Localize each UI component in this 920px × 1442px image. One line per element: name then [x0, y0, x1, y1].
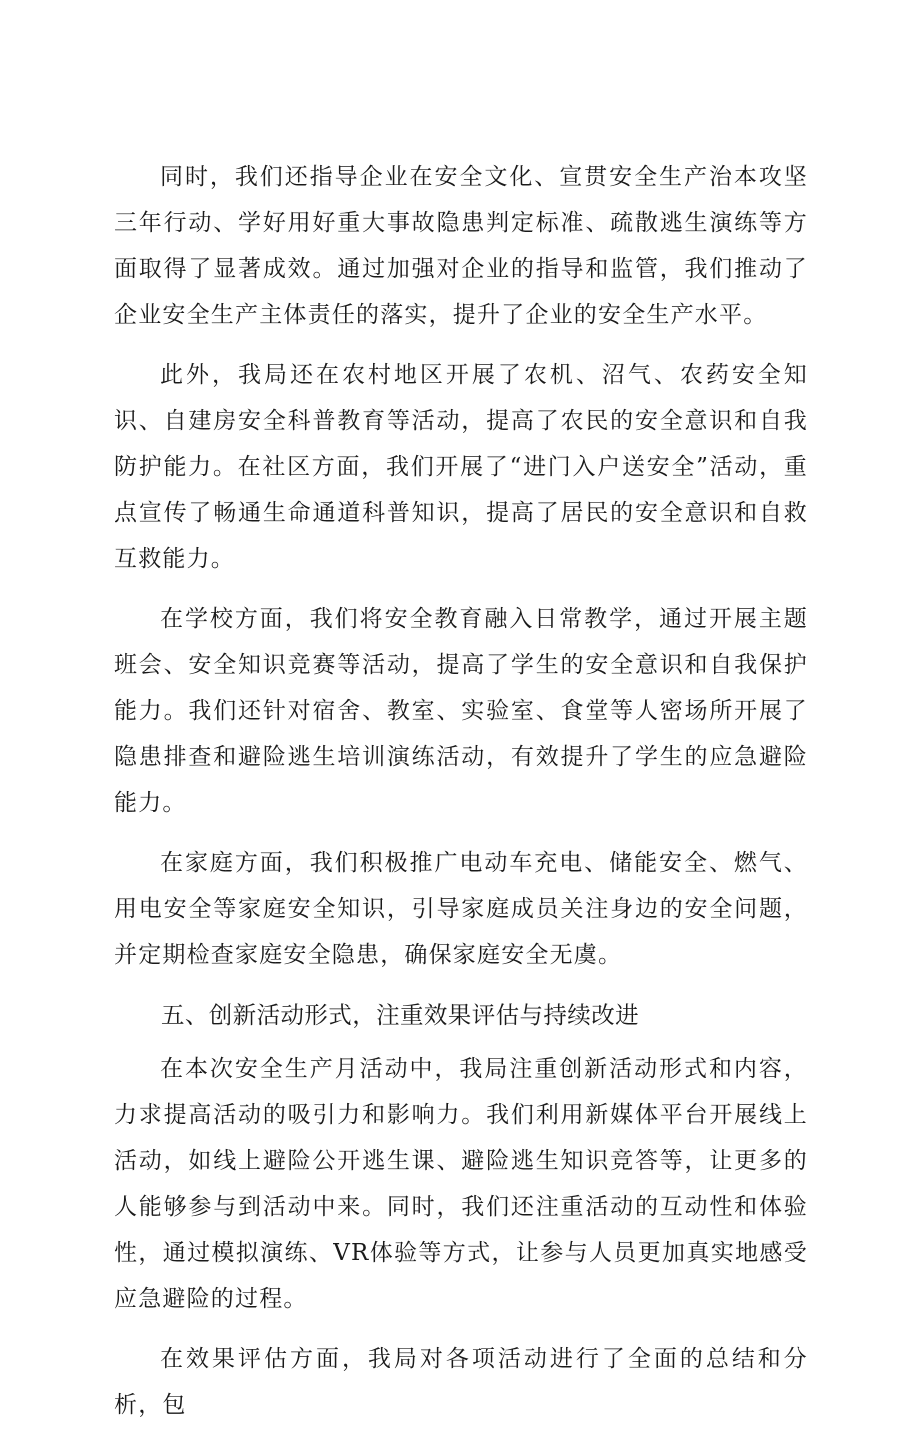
paragraph-evaluation: 在效果评估方面，我局对各项活动进行了全面的总结和分析，包 [114, 1346, 808, 1418]
paragraph-family: 在家庭方面，我们积极推广电动车充电、储能安全、燃气、用电安全等家庭安全知识，引导家庭成员关注身边的安全问题，并定期检查家庭安全隐患，确保家庭安全无虞。 [114, 850, 808, 968]
paragraph-enterprise-guidance: 同时，我们还指导企业在安全文化、宣贯安全生产治本攻坚三年行动、学好用好重大事故隐患判定标准、疏散逃生演练等方面取得了显著成效。通过加强对企业的指导和监管，我们推动了企业安全生产主体责任的落实，提升了企业的安全生产水平。 [114, 164, 808, 328]
paragraph-innovation: 在本次安全生产月活动中，我局注重创新活动形式和内容，力求提高活动的吸引力和影响力。我们利用新媒体平台开展线上活动，如线上避险公开逃生课、避险逃生知识竞答等，让更多的人能够参与到活动中来。同时，我们还注重活动的互动性和体验性，通过模拟演练、VR体验等方式，让参与人员更加真实地感受应急避险的过程。 [114, 1056, 808, 1312]
paragraph-school: 在学校方面，我们将安全教育融入日常教学，通过开展主题班会、安全知识竞赛等活动，提高了学生的安全意识和自我保护能力。我们还针对宿舍、教室、实验室、食堂等人密场所开展了隐患排查和避险逃生培训演练活动，有效提升了学生的应急避险能力。 [114, 606, 808, 816]
document-body [114, 154, 808, 1442]
paragraph-rural-community: 此外，我局还在农村地区开展了农机、沼气、农药安全知识、自建房安全科普教育等活动，提高了农民的安全意识和自我防护能力。在社区方面，我们开展了“进门入户送安全”活动，重点宣传了畅通生命通道科普知识，提高了居民的安全意识和自救互救能力。 [114, 362, 808, 572]
section-heading: 五、创新活动形式，注重效果评估与持续改进 [161, 1001, 639, 1029]
